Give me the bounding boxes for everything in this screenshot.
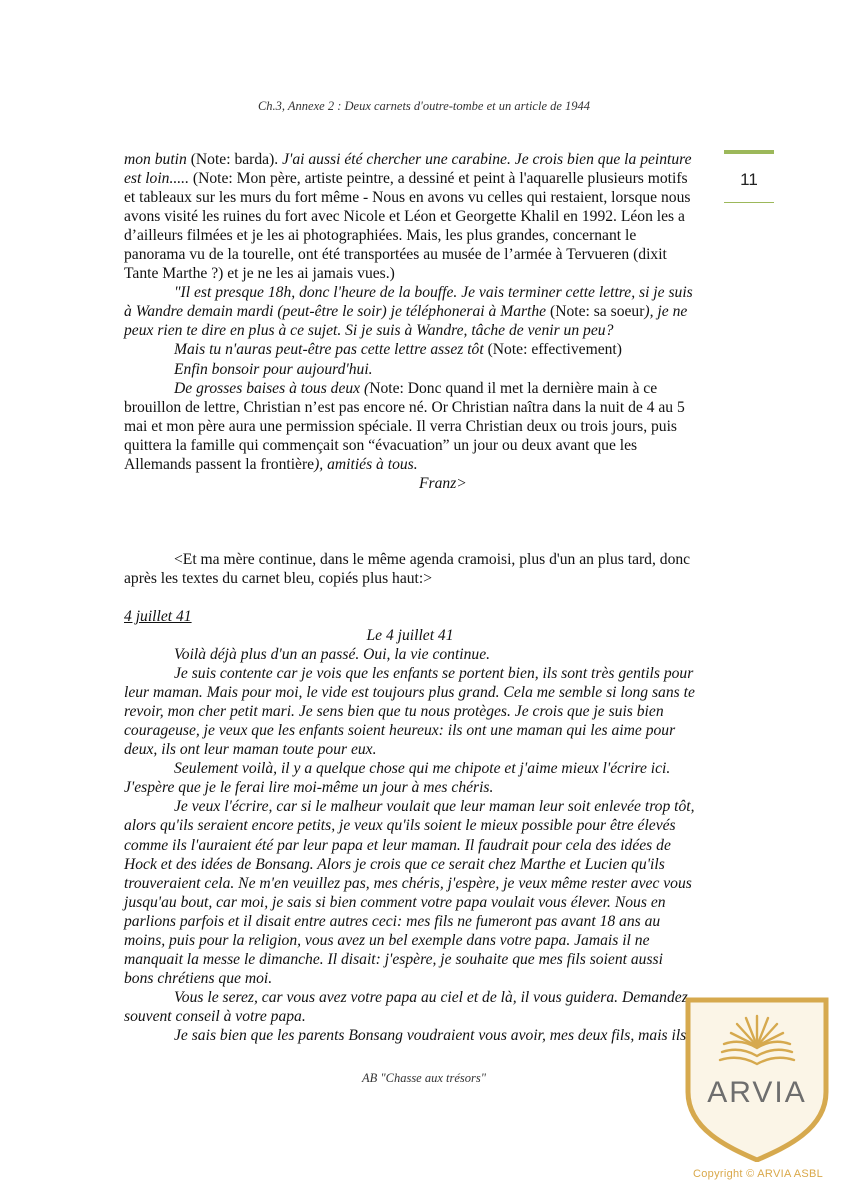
page-number-bottom-rule	[724, 202, 774, 203]
text-run: De grosses baises à tous deux (	[174, 379, 370, 397]
signature-name: Franz	[419, 474, 457, 492]
arvia-logo-text: ARVIA	[707, 1076, 807, 1109]
page-number-block	[724, 150, 774, 203]
entry-paragraph-5: Vous le serez, car vous avez votre papa au ciel et de là, il vous guidera. Demandez souvent conseil à votre papa.	[124, 988, 688, 1025]
entry-paragraph-1: Voilà déjà plus d'un an passé. Oui, la vie continue.	[174, 646, 491, 664]
spacer	[124, 588, 696, 607]
entry-date-line: Le 4 juillet 41	[366, 626, 454, 644]
text-run: (Note: barda).	[186, 151, 283, 168]
paragraph-5	[124, 379, 696, 474]
intro-paragraph: <Et ma mère continue, dans le même agenda cramoisi, plus d'un an plus tard, donc après les textes du carnet bleu, copiés plus haut:>	[124, 550, 691, 587]
paragraph-2	[124, 283, 696, 340]
signature	[124, 474, 696, 493]
paragraph-1	[124, 150, 696, 283]
text-run: "Il est presque 18h, donc l'heure de la bouffe. Je vais terminer cette lettre, si je suis à Wandre demain mardi (peut-être le soir) je téléphonerai à Marthe	[124, 284, 693, 321]
entry-paragraph-2: Je suis contente car je vois que les enfants se portent bien, ils sont très gentils pour leur maman. Mais pour moi, le vide est toujours plus grand. Cela me semble si long sans te revoir, mon cher petit mari. Je sens bien que tu nous protèges. Je crois que je suis bien courageuse, je veux que les enfants soient heureux: ils ont une maman qui les aime pour deux, ils ont leur maman toute pour eux.	[124, 665, 695, 759]
text-run: ), amitiés à tous.	[314, 455, 418, 473]
text-run: Mais tu n'auras peut-être pas cette lettre assez tôt	[174, 341, 484, 359]
text-run: Enfin bonsoir pour aujourd'hui.	[174, 360, 373, 378]
paragraph-3	[124, 340, 696, 359]
running-header: Ch.3, Annexe 2 : Deux carnets d'outre-tombe et un article de 1944	[257, 99, 591, 113]
paragraph-4	[124, 360, 696, 379]
entry-paragraph-3: Seulement voilà, il y a quelque chose qui me chipote et j'aime mieux l'écrire ici. J'espère que je le ferai lire moi-même un jour à mes chéris.	[124, 760, 671, 797]
page-footer: AB "Chasse aux trésors"	[361, 1071, 487, 1085]
spacer	[124, 493, 696, 550]
text-run: (Note: Mon père, artiste peintre, a dessiné et peint à l'aquarelle plusieurs motifs et tableaux sur les murs du fort même - Nous en avons vu celles qui restaient, lorsque nous avons visité les ruines du fort avec Nicole et Léon et Georgette Khalil en 1992. Léon les a d’ailleurs filmées et je les ai photographiées. Mais, les plus grandes, concernant le panorama vu de la tourelle, ont été transportées au musée de l’armée à Tervueren (dixit Tante Marthe ?) et je ne les ai jamais vues.)	[124, 170, 691, 283]
arvia-watermark-logo	[684, 996, 830, 1162]
page-body	[124, 150, 696, 1045]
page-number: 11	[740, 170, 758, 189]
copyright-notice: Copyright © ARVIA ASBL	[693, 1168, 824, 1180]
text-run: (Note: sa soeur	[546, 303, 645, 321]
text-run: Note: Donc quand il met la dernière main à ce brouillon de lettre, Christian n’est pas encore né. Or Christian naîtra dans la nuit de 4 au 5 mai et mon père aura une permission spéciale. Il verra Christian deux ou trois jours, puis quittera la famille qui commençait son “évacuation” un jour ou deux avant que les Allemands passent la frontière	[124, 379, 685, 473]
text-run: J'ai aussi été chercher une carabine. Je crois bien que la peinture est loin.....	[124, 151, 692, 188]
text-run: mon butin	[124, 151, 187, 168]
signature-close: >	[456, 474, 467, 492]
entry-paragraph-6: Je sais bien que les parents Bonsang voudraient vous avoir, mes deux fils, mais ils	[174, 1026, 687, 1044]
text-run: ), je ne peux rien te dire en plus à ce sujet. Si je suis à Wandre, tâche de venir un peu?	[124, 303, 688, 340]
text-run: (Note: effectivement)	[483, 341, 622, 359]
entry-paragraph-4: Je veux l'écrire, car si le malheur voulait que leur maman leur soit enlevée trop tôt, alors qu'ils seraient encore petits, je veux qu'ils soient le mieux possible pour être élevés comme ils l'auraient été par leur papa et leur maman. Il faudrait pour cela des idées de Hock et des idées de Bonsang. Alors je crois que ce serait chez Marthe et Lucien qu'ils trouveraient cela. Ne m'en veuillez pas, mes chéris, j'espère, je veux même rester avec vous jusqu'au bout, car moi, je sais si bien comment votre papa voulait vous élever. Nous en parlions parfois et il disait entre autres ceci: mes fils ne fumeront pas avant 18 ans au moins, puis pour la religion, vous avez un bel exemple dans votre papa. Jamais il ne manquait la messe le dimanche. Il disait: j'espère, je souhaite que mes fils soient aussi bons chrétiens que moi.	[124, 798, 695, 987]
entry-heading: 4 juillet 41	[124, 607, 192, 625]
